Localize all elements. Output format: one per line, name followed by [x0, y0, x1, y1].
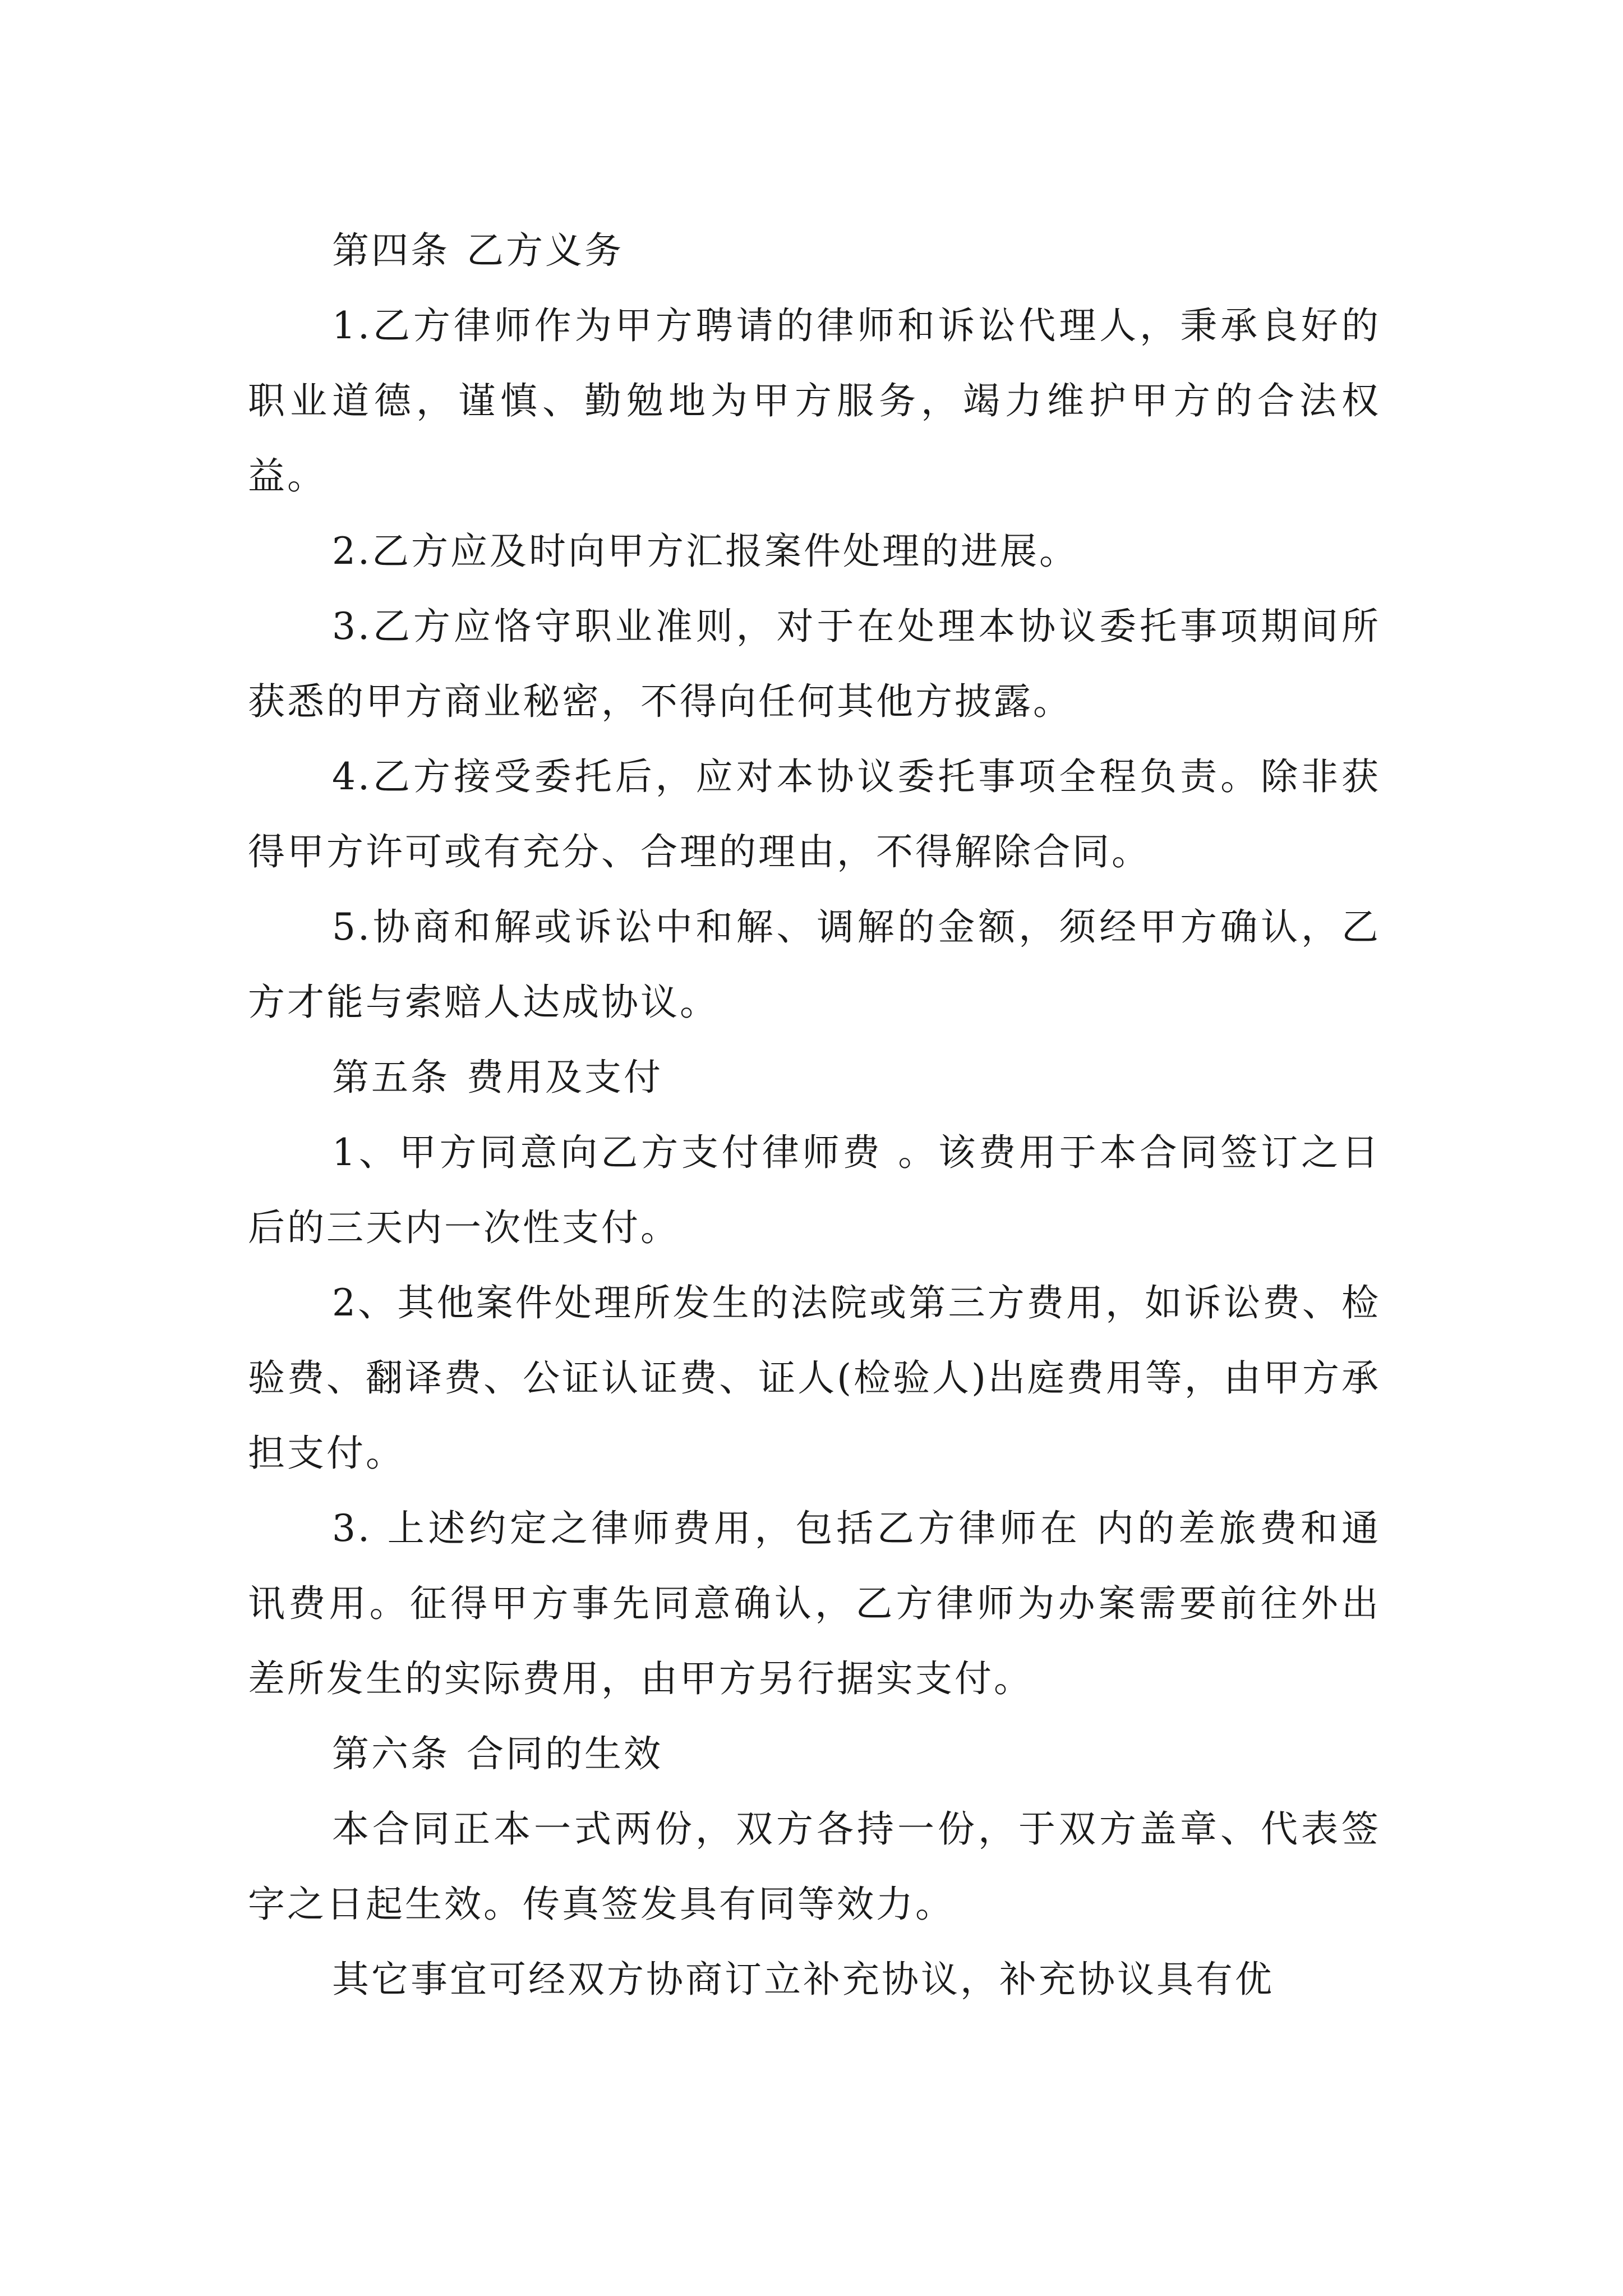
article-5-heading — [248, 1040, 1381, 1115]
article-5-item-2: 2、其他案件处理所发生的法院或第三方费用，如诉讼费、检验费、翻译费、公证认证费、证人(检验人)出庭费用等，由甲方承担支付。 — [248, 1281, 1381, 1475]
article-4-title: 乙方义务 — [467, 229, 624, 272]
article-4-item-5: 5.协商和解或诉讼中和解、调解的金额，须经甲方确认，乙方才能与索赔人达成协议。 — [248, 905, 1381, 1024]
article-6-title: 合同的生效 — [467, 1732, 663, 1775]
article-4-number: 第四条 — [332, 229, 450, 272]
article-5-item-1: 1、甲方同意向乙方支付律师费 。该费用于本合同签订之日后的三天内一次性支付。 — [248, 1131, 1381, 1249]
article-4-item-2: 2.乙方应及时向甲方汇报案件处理的进展。 — [332, 530, 1078, 573]
article-5-title: 费用及支付 — [467, 1056, 663, 1099]
article-4-heading — [248, 213, 1381, 288]
article-6-paragraph-2: 其它事宜可经双方协商订立补充协议，补充协议具有优 — [332, 1958, 1274, 2001]
article-6-paragraph-1: 本合同正本一式两份，双方各持一份，于双方盖章、代表签字之日起生效。传真签发具有同等效力。 — [248, 1807, 1381, 1926]
article-5-number: 第五条 — [332, 1056, 450, 1099]
article-4-item-1: 1.乙方律师作为甲方聘请的律师和诉讼代理人，秉承良好的职业道德，谨慎、勤勉地为甲方服务，竭力维护甲方的合法权益。 — [248, 304, 1381, 498]
article-5-item-3: 3. 上述约定之律师费用，包括乙方律师在 内的差旅费和通讯费用。征得甲方事先同意确认，乙方律师为办案需要前往外出差所发生的实际费用，由甲方另行据实支付。 — [248, 1507, 1381, 1700]
article-4-item-4: 4.乙方接受委托后，应对本协议委托事项全程负责。除非获得甲方许可或有充分、合理的理由，不得解除合同。 — [248, 755, 1381, 873]
article-4-item-3: 3.乙方应恪守职业准则，对于在处理本协议委托事项期间所获悉的甲方商业秘密，不得向任何其他方披露。 — [248, 605, 1381, 723]
document-body — [248, 213, 1381, 2017]
article-6-number: 第六条 — [332, 1732, 450, 1775]
article-6-heading — [248, 1717, 1381, 1792]
